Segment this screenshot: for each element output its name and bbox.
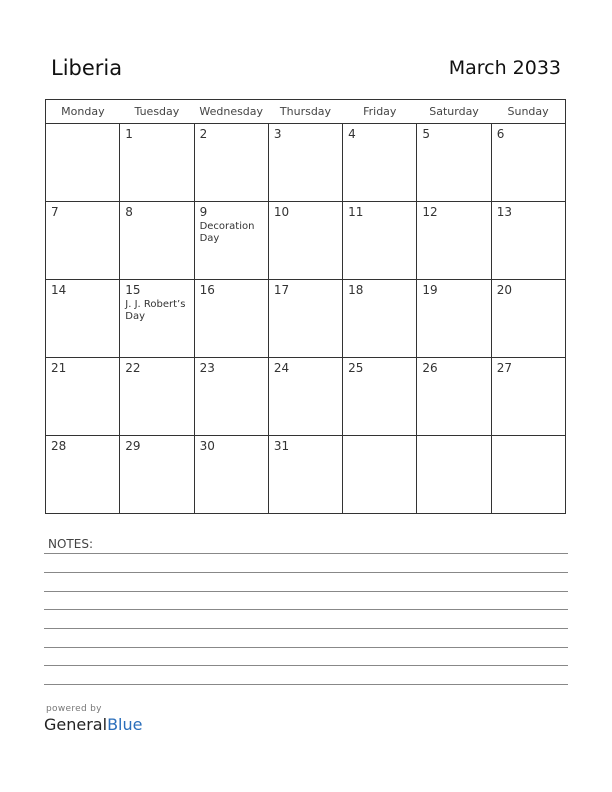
day-number: 7 xyxy=(51,205,59,219)
day-cell xyxy=(120,436,194,514)
day-cell xyxy=(120,358,194,436)
week-row xyxy=(46,202,566,280)
day-cell xyxy=(194,358,268,436)
day-cell xyxy=(46,280,120,358)
note-line xyxy=(44,591,568,592)
note-line xyxy=(44,572,568,573)
day-cell xyxy=(417,280,491,358)
weekday-thursday: Thursday xyxy=(268,100,342,124)
day-number: 4 xyxy=(348,127,356,141)
day-number: 23 xyxy=(199,361,215,375)
day-cell xyxy=(120,280,194,358)
day-cell xyxy=(417,124,491,202)
week-row xyxy=(46,436,566,514)
day-cell xyxy=(120,124,194,202)
note-line xyxy=(44,665,568,666)
day-cell xyxy=(491,124,565,202)
day-cell xyxy=(417,436,491,514)
note-line xyxy=(44,628,568,629)
day-cell xyxy=(268,358,342,436)
day-number: 8 xyxy=(125,205,133,219)
day-cell xyxy=(268,124,342,202)
weekday-tuesday: Tuesday xyxy=(120,100,194,124)
day-cell xyxy=(491,436,565,514)
day-cell xyxy=(194,436,268,514)
weekday-wednesday: Wednesday xyxy=(194,100,268,124)
note-line xyxy=(44,684,568,685)
day-cell xyxy=(46,358,120,436)
day-cell xyxy=(268,280,342,358)
weekday-monday: Monday xyxy=(46,100,120,124)
day-number: 22 xyxy=(125,361,141,375)
day-cell xyxy=(491,202,565,280)
brand-name xyxy=(44,715,142,734)
day-number: 19 xyxy=(422,283,438,297)
day-number: 20 xyxy=(496,283,512,297)
weekday-sunday: Sunday xyxy=(491,100,565,124)
day-number: 6 xyxy=(496,127,505,141)
notes-label: NOTES: xyxy=(48,537,93,551)
day-cell xyxy=(491,358,565,436)
brand-name-part2: Blue xyxy=(107,715,143,734)
day-number: 17 xyxy=(273,283,290,297)
country-title: Liberia xyxy=(51,56,123,80)
brand-name-part1: General xyxy=(44,715,108,734)
day-number: 15 xyxy=(125,283,141,297)
week-row xyxy=(46,124,566,202)
day-number: 18 xyxy=(348,283,364,297)
day-cell xyxy=(343,124,417,202)
holiday-label: J. J. Robert’s Day xyxy=(125,299,186,322)
day-cell xyxy=(343,280,417,358)
day-cell xyxy=(46,124,120,202)
weekday-header-row xyxy=(46,100,566,124)
day-cell xyxy=(417,358,491,436)
weekday-friday: Friday xyxy=(343,100,417,124)
day-number: 26 xyxy=(422,361,438,375)
week-row xyxy=(46,358,566,436)
day-cell xyxy=(417,202,491,280)
day-number: 1 xyxy=(125,127,133,141)
day-number: 30 xyxy=(199,439,215,453)
day-cell xyxy=(268,436,342,514)
day-number: 27 xyxy=(496,361,512,375)
day-number: 5 xyxy=(422,127,431,141)
note-line xyxy=(44,647,568,648)
day-number: 11 xyxy=(348,205,364,219)
day-cell xyxy=(46,436,120,514)
month-year-title: March 2033 xyxy=(448,57,561,79)
day-cell xyxy=(343,358,417,436)
day-number: 14 xyxy=(51,283,67,297)
weekday-saturday: Saturday xyxy=(417,100,491,124)
day-number: 28 xyxy=(51,439,67,453)
day-cell xyxy=(491,280,565,358)
day-cell xyxy=(194,124,268,202)
day-number: 13 xyxy=(496,205,512,219)
day-cell xyxy=(343,436,417,514)
day-number: 29 xyxy=(125,439,141,453)
day-number: 31 xyxy=(273,439,290,453)
holiday-label: Decoration Day xyxy=(199,221,255,244)
day-number: 10 xyxy=(273,205,290,219)
week-row xyxy=(46,280,566,358)
day-cell xyxy=(268,202,342,280)
day-number: 12 xyxy=(422,205,438,219)
brand-logo xyxy=(44,704,142,734)
note-line xyxy=(44,553,568,554)
day-cell xyxy=(343,202,417,280)
calendar-body xyxy=(46,124,566,514)
day-number: 3 xyxy=(273,127,282,141)
day-number: 25 xyxy=(348,361,364,375)
day-number: 24 xyxy=(273,361,290,375)
day-cell xyxy=(194,280,268,358)
day-cell xyxy=(46,202,120,280)
day-number: 21 xyxy=(51,361,67,375)
powered-by-text: powered by xyxy=(46,704,102,714)
day-number: 16 xyxy=(199,283,215,297)
day-number: 9 xyxy=(199,205,208,219)
day-number: 2 xyxy=(199,127,208,141)
day-cell xyxy=(120,202,194,280)
note-line xyxy=(44,609,568,610)
day-cell xyxy=(194,202,268,280)
calendar-grid xyxy=(45,99,566,514)
